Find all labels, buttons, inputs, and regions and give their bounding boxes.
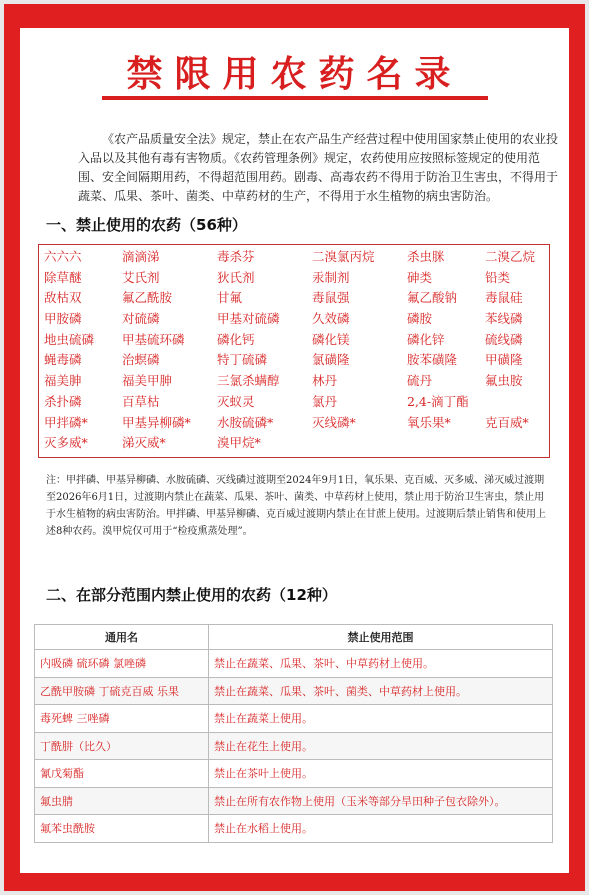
pesticide-item: 灭蚁灵 <box>217 393 255 409</box>
pesticide-item: 二溴乙烷 <box>485 249 536 264</box>
pesticide-item: 克百威* <box>485 414 529 430</box>
table-row <box>35 732 553 760</box>
pesticide-item: 灭多威* <box>44 435 88 451</box>
pesticide-item: 甲磺隆 <box>485 352 523 368</box>
pesticide-item: 砷类 <box>407 269 433 285</box>
pesticide-item <box>485 392 544 413</box>
pesticide-item: 蝇毒磷 <box>44 352 82 368</box>
table-row <box>35 650 553 678</box>
ban-scope-cell: 禁止在所有农作物上使用（玉米等部分旱田种子包衣除外）。 <box>209 787 553 815</box>
pesticide-item: 溴甲烷* <box>217 435 261 451</box>
section1-heading: 一、禁止使用的农药（56种） <box>46 216 247 234</box>
pesticide-item: 水胺硫磷* <box>217 414 274 430</box>
section2-heading: 二、在部分范围内禁止使用的农药（12种） <box>46 586 337 604</box>
pesticide-item: 磷化锌 <box>407 331 445 347</box>
pesticide-item: 特丁硫磷 <box>217 352 268 368</box>
pesticide-item: 硫丹 <box>407 373 433 389</box>
pesticide-item: 铅类 <box>485 269 511 285</box>
pesticide-item: 杀扑磷 <box>44 393 82 409</box>
table-row <box>35 760 553 788</box>
pesticide-name-cell: 氟虫腈 <box>35 787 209 815</box>
pesticide-item: 甲拌磷* <box>44 414 88 430</box>
column-header-name: 通用名 <box>35 625 209 650</box>
pesticide-item: 胺苯磺隆 <box>407 352 458 368</box>
ban-scope-cell: 禁止在蔬菜上使用。 <box>209 705 553 733</box>
pesticide-item: 艾氏剂 <box>122 269 160 285</box>
pesticide-item: 甲胺磷 <box>44 311 82 327</box>
pesticide-item: 磷胺 <box>407 311 433 327</box>
pesticide-item: 灭线磷* <box>312 414 356 430</box>
pesticide-item: 杀虫脒 <box>407 249 445 264</box>
pesticide-item: 二溴氯丙烷 <box>312 249 375 264</box>
pesticide-item: 氯磺隆 <box>312 352 350 368</box>
pesticide-item: 三氯杀螨醇 <box>217 373 280 389</box>
pesticide-item: 毒鼠硅 <box>485 290 523 306</box>
pesticide-name-cell: 丁酰肼（比久） <box>35 732 209 760</box>
pesticide-item: 苯线磷 <box>485 311 523 327</box>
ban-scope-cell: 禁止在蔬菜、瓜果、茶叶、菌类、中草药材上使用。 <box>209 677 553 705</box>
pesticide-name-cell: 内吸磷 硫环磷 氯唑磷 <box>35 650 209 678</box>
pesticide-item: 磷化钙 <box>217 331 255 347</box>
pesticide-name-cell: 氰戊菊酯 <box>35 760 209 788</box>
pesticide-name-cell: 乙酰甲胺磷 丁硫克百威 乐果 <box>35 677 209 705</box>
pesticide-item: 六六六 <box>44 249 82 264</box>
pesticide-item <box>485 433 544 454</box>
pesticide-item: 甲基异柳磷* <box>122 414 191 430</box>
pesticide-item: 氟乙酰胺 <box>122 290 173 306</box>
table-row <box>35 787 553 815</box>
pesticide-item: 涕灭威* <box>122 435 166 451</box>
pesticide-item: 福美胂 <box>44 373 82 389</box>
page-title: 禁限用农药名录 <box>126 53 463 95</box>
pesticide-item: 狄氏剂 <box>217 269 255 285</box>
title-underline <box>102 96 488 100</box>
pesticide-item: 治螟磷 <box>122 352 160 368</box>
pesticide-item: 地虫硫磷 <box>44 331 95 347</box>
banned-pesticides-grid <box>44 247 544 454</box>
pesticide-item: 百草枯 <box>122 393 160 409</box>
pesticide-item: 除草醚 <box>44 269 82 285</box>
ban-scope-cell: 禁止在水稻上使用。 <box>209 815 553 843</box>
pesticide-item: 甘氟 <box>217 290 243 306</box>
pesticide-item <box>312 433 407 454</box>
transition-note: 注：甲拌磷、甲基异柳磷、水胺硫磷、灭线磷过渡期至2024年9月1日，氧乐果、克百威、灭多威、涕灭威过渡期至2026年6月1日，过渡期内禁止在蔬菜、瓜果、茶叶、菌类、中草药材上使用，禁止用于防治卫生害虫，禁止用于水生植物的病虫害防治。甲拌磷、甲基异柳磷、克百威过渡期内禁止在甘蔗上使用。过渡期后禁止销售和使用上述8种农药。溴甲烷仅可用于“检疫熏蒸处理”。 <box>46 475 546 537</box>
pesticide-item: 甲基对硫磷 <box>217 311 280 327</box>
pesticide-item: 福美甲胂 <box>122 373 173 389</box>
ban-scope-cell: 禁止在花生上使用。 <box>209 732 553 760</box>
column-header-scope: 禁止使用范围 <box>209 625 553 650</box>
pesticide-name-cell: 氟苯虫酰胺 <box>35 815 209 843</box>
document-paper <box>20 28 569 873</box>
pesticide-item: 毒杀芬 <box>217 249 255 264</box>
pesticide-item: 甲基硫环磷 <box>122 331 185 347</box>
pesticide-item <box>407 433 485 454</box>
pesticide-item: 氯丹 <box>312 393 338 409</box>
pesticide-item: 硫线磷 <box>485 331 523 347</box>
pesticide-name-cell: 毒死蜱 三唑磷 <box>35 705 209 733</box>
pesticide-item: 敌枯双 <box>44 290 82 306</box>
pesticide-item: 汞制剂 <box>312 269 350 285</box>
table-row <box>35 815 553 843</box>
table-row <box>35 677 553 705</box>
intro-paragraph: 《农产品质量安全法》规定，禁止在农产品生产经营过程中使用国家禁止使用的农业投入品以及其他有毒有害物质。《农药管理条例》规定，农药使用应按照标签规定的使用范围、安全间隔期用药，不得超范围用药。剧毒、高毒农药不得用于防治卫生害虫，不得用于蔬菜、瓜果、茶叶、菌类、中草药材的生产，不得用于水生植物的病虫害防治。 <box>78 132 559 203</box>
table-row <box>35 705 553 733</box>
ban-scope-cell: 禁止在茶叶上使用。 <box>209 760 553 788</box>
pesticide-item: 氧乐果* <box>407 414 451 430</box>
pesticide-item: 久效磷 <box>312 311 350 327</box>
table-header-row <box>35 625 553 650</box>
pesticide-item: 滴滴涕 <box>122 249 160 264</box>
pesticide-item: 毒鼠强 <box>312 290 350 306</box>
pesticide-item: 氟乙酸钠 <box>407 290 458 306</box>
pesticide-item: 林丹 <box>312 373 338 389</box>
banned-pesticides-box <box>38 244 550 458</box>
pesticide-item: 氟虫胺 <box>485 373 523 389</box>
ban-scope-cell: 禁止在蔬菜、瓜果、茶叶、中草药材上使用。 <box>209 650 553 678</box>
restricted-pesticides-table <box>34 624 553 843</box>
pesticide-item: 2,4-滴丁酯 <box>407 393 469 409</box>
pesticide-item: 磷化镁 <box>312 331 350 347</box>
pesticide-item: 对硫磷 <box>122 311 160 327</box>
